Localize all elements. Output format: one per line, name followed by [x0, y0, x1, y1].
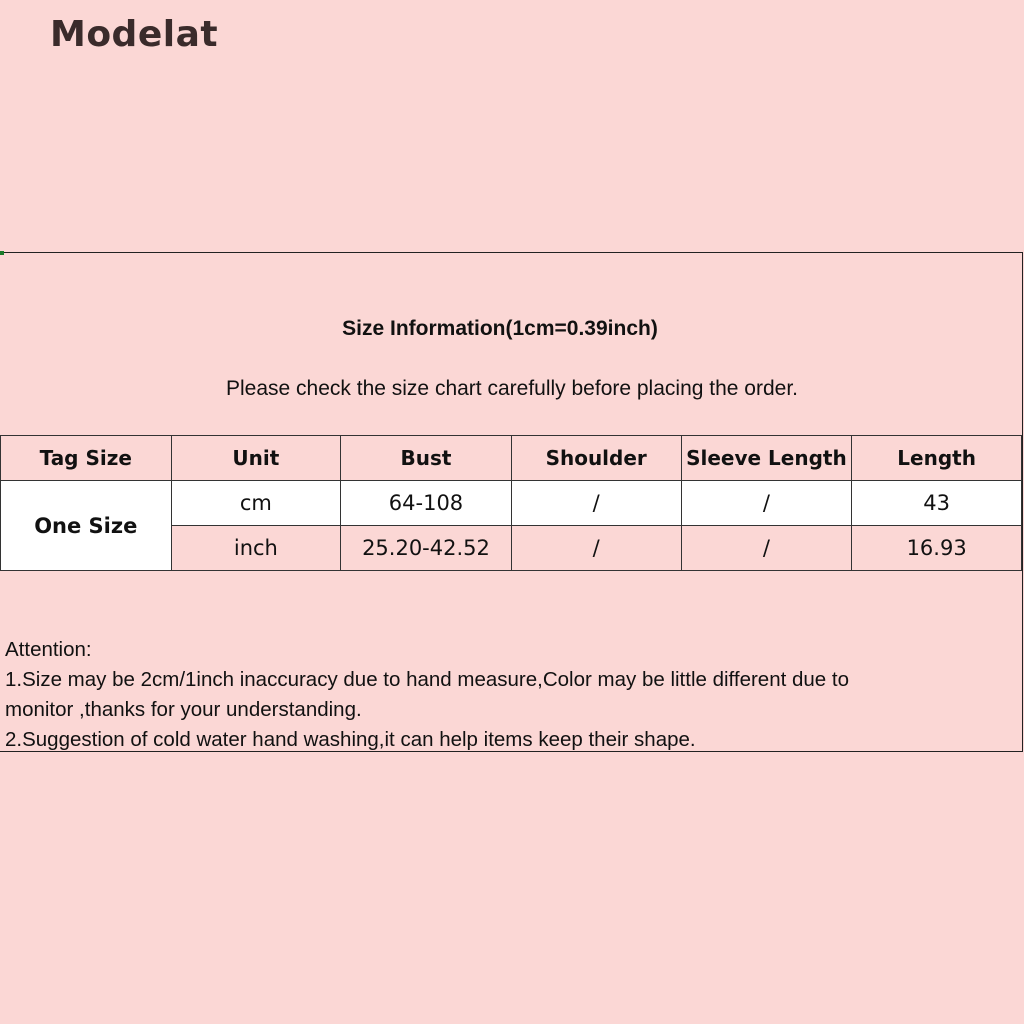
unit-cell: inch [171, 526, 341, 571]
attention-line: monitor ,thanks for your understanding. [5, 698, 362, 721]
attention-notes [5, 635, 1015, 755]
corner-marker [0, 251, 4, 255]
length-cell: 16.93 [852, 526, 1022, 571]
bust-cell: 64-108 [341, 481, 512, 526]
tag-size-cell: One Size [1, 481, 172, 571]
header-unit: Unit [171, 436, 341, 481]
shoulder-cell: / [511, 481, 681, 526]
size-chart-sheet [0, 252, 1023, 752]
sleeve-length-cell: / [681, 481, 852, 526]
size-info-subtitle: Please check the size chart carefully before placing the order. [226, 377, 798, 400]
size-info-title: Size Information(1cm=0.39inch) [342, 317, 658, 340]
header-tag-size: Tag Size [1, 436, 172, 481]
header-length: Length [852, 436, 1022, 481]
size-table [0, 435, 1022, 571]
table-header-row [1, 436, 1022, 481]
sleeve-length-cell: / [681, 526, 852, 571]
header-sleeve-length: Sleeve Length [681, 436, 852, 481]
brand-logo-text: Modelat [50, 14, 219, 55]
attention-heading: Attention: [5, 638, 92, 661]
unit-cell: cm [171, 481, 341, 526]
attention-line: 2.Suggestion of cold water hand washing,it can help items keep their shape. [5, 728, 696, 751]
header-bust: Bust [341, 436, 512, 481]
length-cell: 43 [852, 481, 1022, 526]
bust-cell: 25.20-42.52 [341, 526, 512, 571]
header-shoulder: Shoulder [511, 436, 681, 481]
attention-line: 1.Size may be 2cm/1inch inaccuracy due to hand measure,Color may be little different due to [5, 668, 849, 691]
shoulder-cell: / [511, 526, 681, 571]
table-row [1, 481, 1022, 526]
